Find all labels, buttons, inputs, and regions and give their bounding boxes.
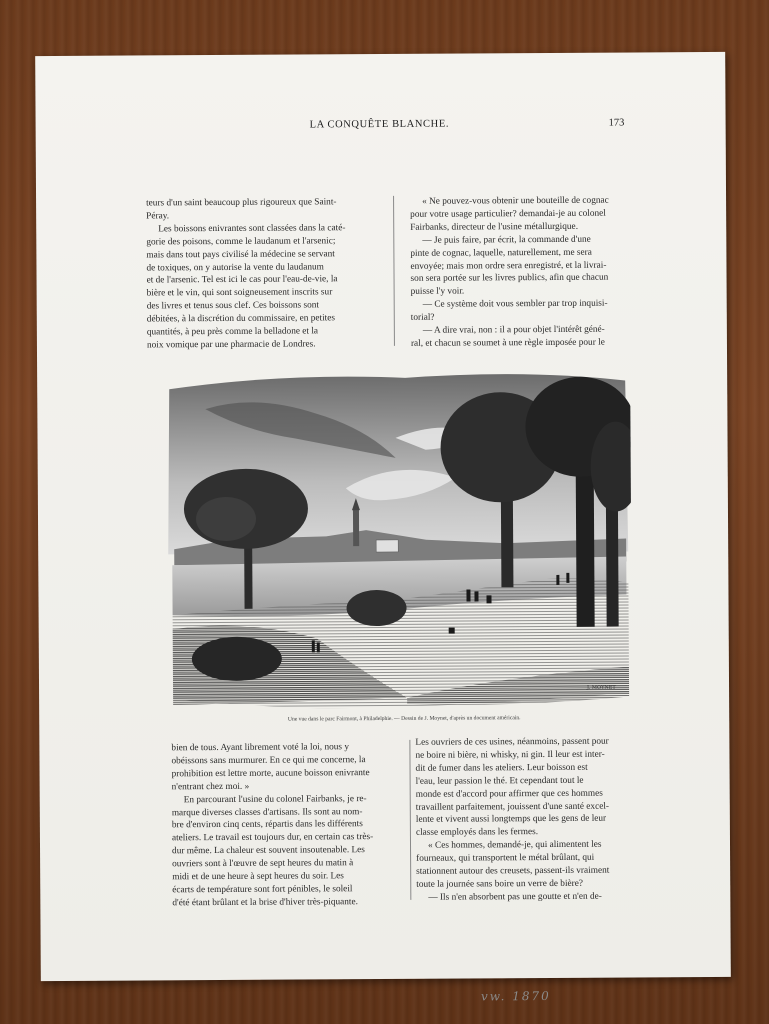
text-line: gorie des poisons, comme le laudanum et l'arsenic; [146, 236, 336, 248]
text-line: n'entrant chez moi. » [171, 781, 250, 793]
engraving-illustration [165, 366, 632, 715]
text-line: mais dans tout pays civilisé la médecine se servant [146, 248, 335, 261]
text-line: bière et le vin, qui sont soigneusement inscrits sur [146, 287, 333, 299]
text-line: ateliers. Le travail est toujours dur, en certain cas très- [171, 832, 374, 844]
text-line: teurs d'un saint beaucoup plus rigoureux que Saint- [146, 197, 337, 209]
page-number: 173 [608, 117, 625, 129]
text-line: torial? [410, 312, 435, 323]
text-line: d'été étant brûlant et la brise d'hiver très-piquante. [172, 897, 358, 909]
text-line: et de l'arsenic. Tel est ici le cas pour l'eau-de-vie, la [146, 274, 338, 286]
text-line: — A dire vrai, non : il a pour objet l'intérêt géné- [422, 324, 605, 336]
text-line: quantités, à peu près comme la belladone et la [146, 326, 319, 338]
text-line: bien de tous. Ayant librement voté la loi, nous y [171, 742, 350, 754]
text-line: En parcourant l'usine du colonel Fairbanks, je re- [183, 793, 367, 805]
text-line: Les ouvriers de ces usines, néanmoins, passent pour [415, 736, 609, 748]
text-line: débitées, à la discrétion du commissaire, en petites [146, 313, 336, 325]
text-line: ouvriers sont à l'œuvre de sept heures du matin à [172, 858, 354, 870]
artist-signature: J. MOYNET [587, 684, 616, 691]
text-line: Les boissons enivrantes sont classées dans la caté- [158, 223, 346, 235]
text-line: classe employés dans les fermes. [415, 827, 539, 839]
illustration-caption: Une vue dans le parc Fairmont, à Philadelphie. — Dessin de J. Moynet, d'après un document américain. [287, 715, 521, 723]
column-top-left [146, 196, 389, 352]
text-line: fourneaux, qui transportent le métal brûlant, qui [416, 852, 595, 864]
pencil-annotation: vw. 1870 [480, 988, 551, 1004]
column-top-right [410, 194, 637, 350]
text-line: — Ils n'en absorbent pas une goutte et n'en de- [428, 891, 602, 903]
text-line: ne boire ni bière, ni whisky, ni gin. Il leur est inter- [415, 749, 605, 761]
text-line: bre d'environ cinq cents, répartis dans les différents [171, 819, 363, 831]
text-line: Fairbanks, directeur de l'usine métallurgique. [410, 221, 579, 233]
printed-page [35, 52, 731, 1004]
text-line: lente et vivent aussi longtemps que les gens de leur [415, 814, 607, 826]
text-line: ral, et chacun se soumet à une règle imposée pour le [410, 337, 605, 349]
text-line: travaillent parfaitement, jouissent d'une santé excel- [415, 801, 610, 813]
text-line: dur même. La chaleur est souvent insoutenable. Les [172, 845, 365, 857]
text-line: écarts de température sont fort pénibles, le soleil [172, 884, 353, 896]
text-line: toute la journée sans boire un verre de bière? [416, 878, 584, 890]
text-line: pinte de cognac, laquelle, naturellement, me sera [410, 247, 592, 259]
text-line: monde est d'accord pour affirmer que ces hommes [415, 788, 603, 800]
text-line: noix vomique par une pharmacie de Londres. [146, 339, 316, 351]
text-line: — Ce système doit vous sembler par trop inquisi- [422, 298, 608, 311]
column-rule-bottom [409, 740, 411, 900]
text-line: « Ces hommes, demandé-je, qui alimentent les [427, 839, 602, 851]
text-line: obéissons sans murmurer. En ce qui me concerne, la [171, 755, 366, 767]
text-line: midi et de une heure à sept heures du soir. Les [172, 871, 344, 883]
right-tree-trunk [576, 467, 595, 627]
text-line: « Ne pouvez-vous obtenir une bouteille de cognac [422, 195, 609, 207]
church-tower [353, 508, 359, 546]
text-line: puisse l'y voir. [410, 286, 465, 298]
text-line: stationnent autour des creusets, passent-ils vraiment [416, 865, 610, 877]
column-rule-top [393, 196, 395, 346]
text-line: de toxiques, on y autorise la vente du laudanum [146, 261, 324, 273]
text-line: pour votre usage particulier? demandai-je au colonel [410, 208, 606, 220]
column-bottom-right [415, 735, 648, 904]
text-line: l'eau, leur passion le thé. Et cependant tout le [415, 775, 584, 787]
text-line: des livres et tenus sous clef. Ces boissons sont [146, 300, 319, 312]
text-line: envoyée; mais mon ordre sera enregistré, et la livrai- [410, 260, 607, 272]
text-line: prohibition est lettre morte, aucune boisson enivrante [171, 767, 370, 780]
text-line: son sera portée sur les livres publics, afin que chacun [410, 273, 609, 285]
text-line: dit de fumer dans les ateliers. Leur boisson est [415, 762, 588, 774]
text-line: Péray. [146, 211, 170, 222]
column-bottom-left [171, 741, 404, 910]
running-head: LA CONQUÊTE BLANCHE. [309, 118, 450, 131]
text-line: marque diverses classes d'artisans. Ils sont au nom- [171, 806, 363, 818]
left-tree-trunk [244, 539, 252, 609]
text-line: — Je puis faire, par écrit, la commande d'une [422, 234, 591, 246]
